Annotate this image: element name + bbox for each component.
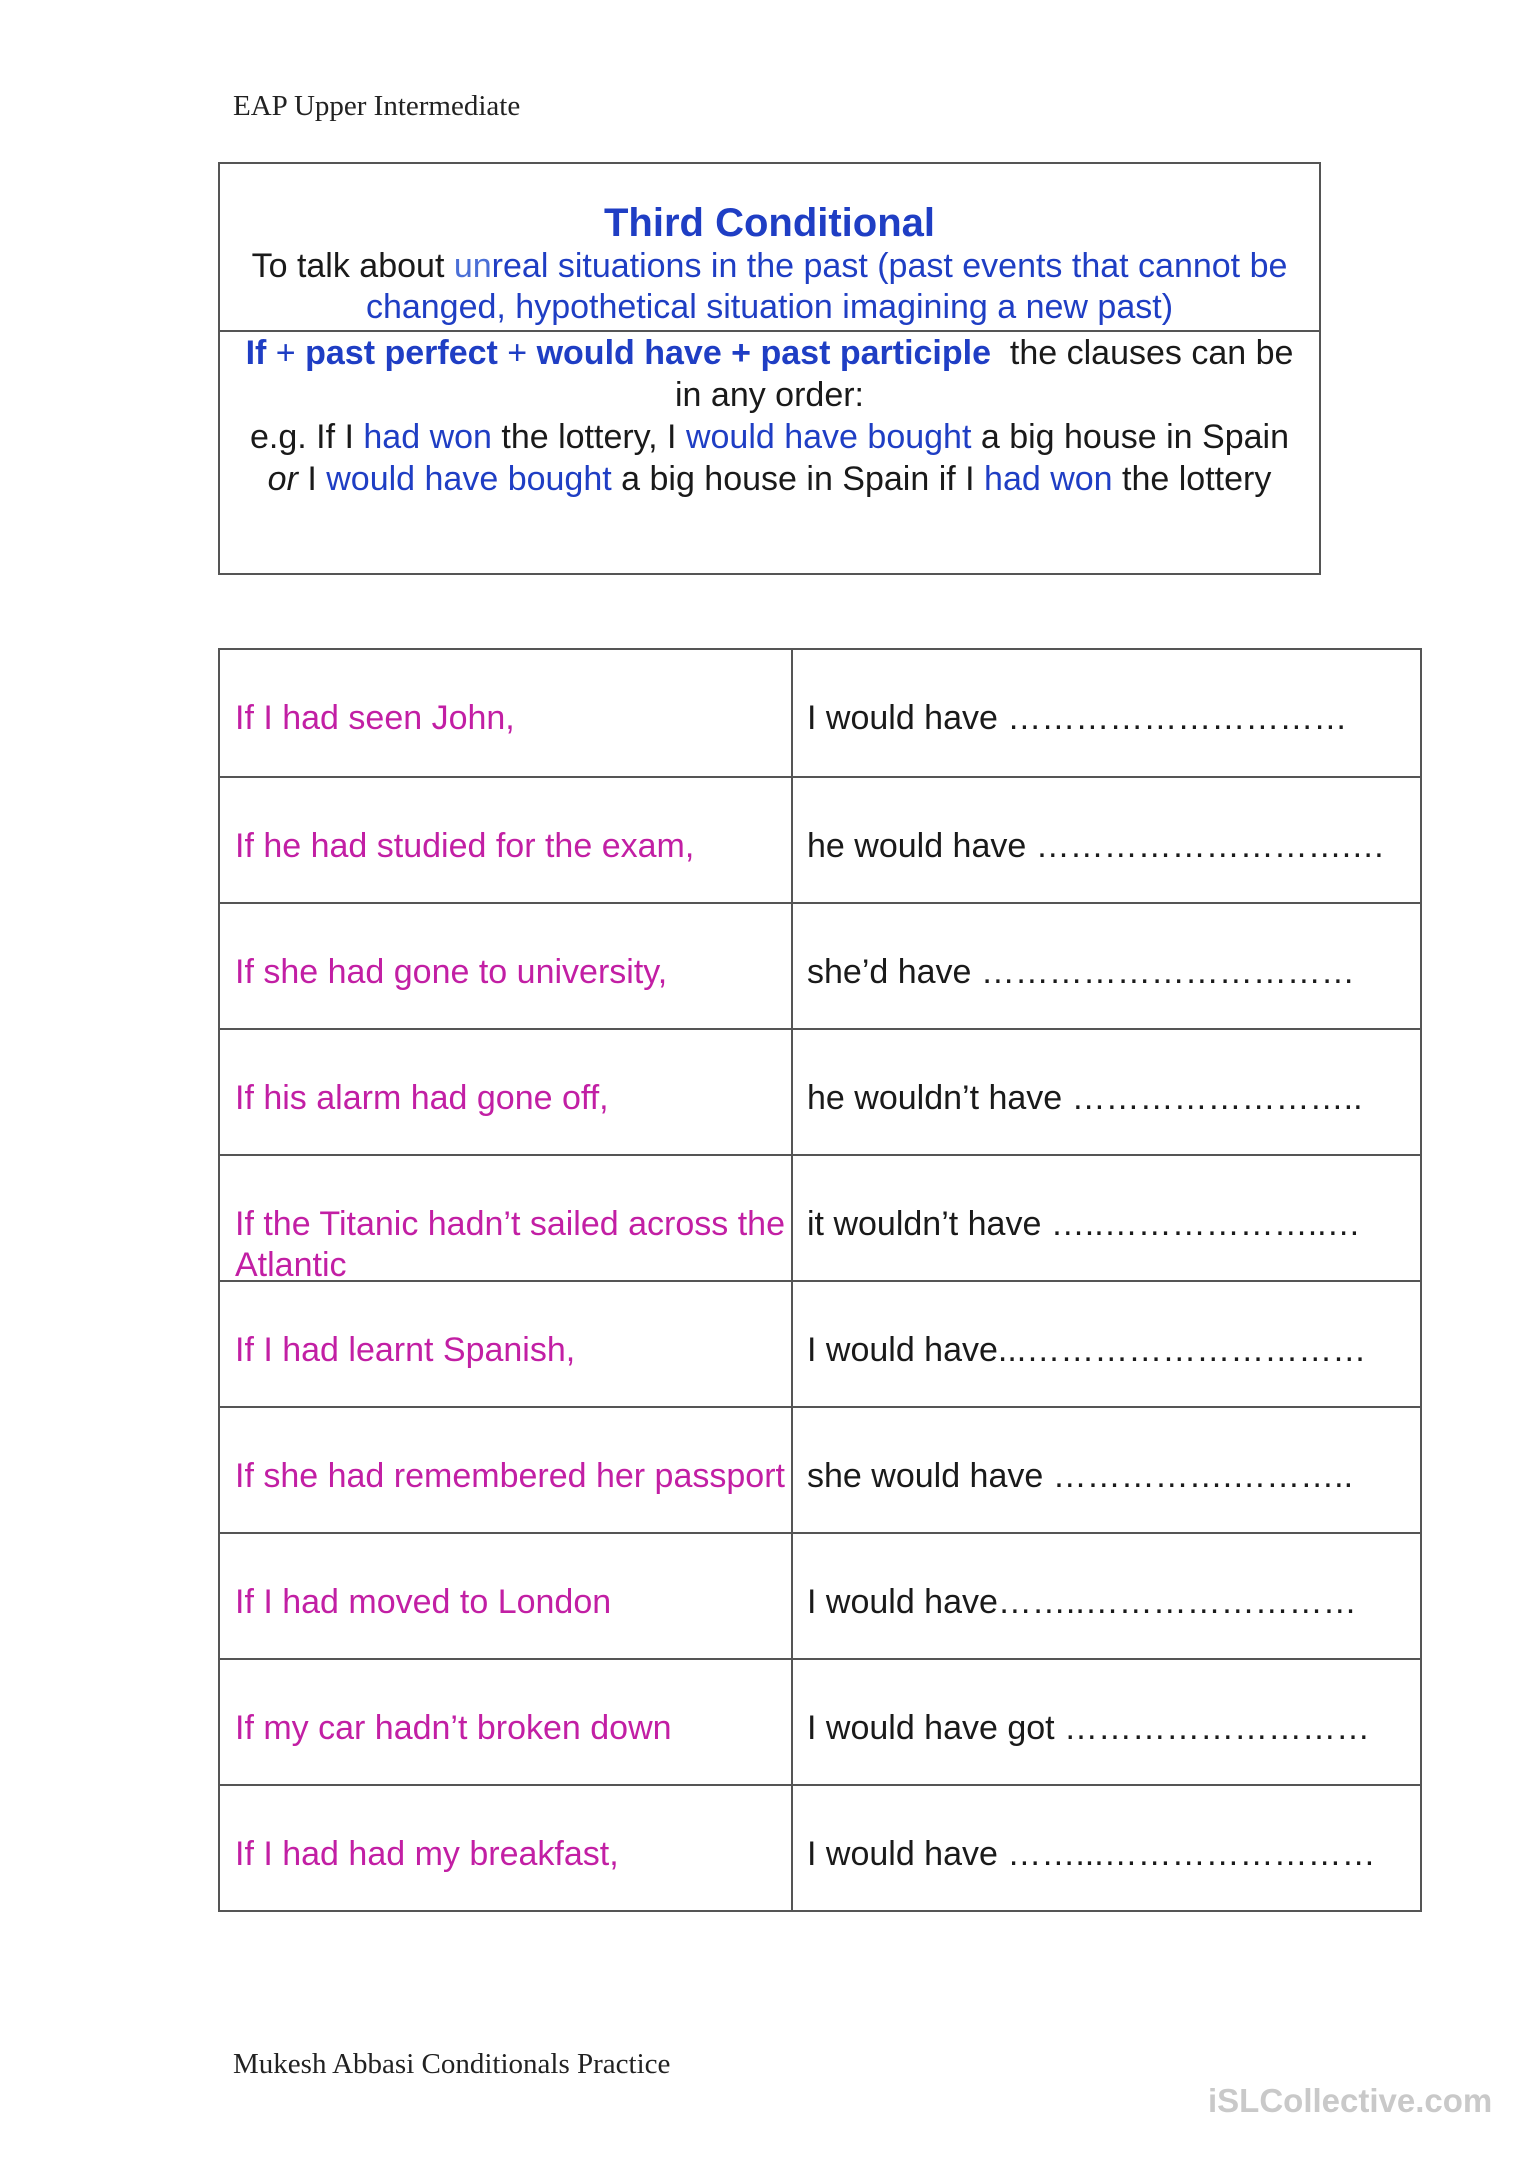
table-row <box>220 1028 1420 1154</box>
example-text: e.g. If I <box>250 418 364 456</box>
rule-box <box>218 162 1321 575</box>
if-clause: If I had moved to London <box>220 1534 793 1658</box>
if-clause: If his alarm had gone off, <box>220 1030 793 1154</box>
table-row <box>220 650 1420 776</box>
rule-formula-examples <box>220 332 1319 500</box>
result-clause: it wouldn’t have …..………………..… <box>807 1205 1361 1243</box>
desc-prefix: To talk about <box>251 247 454 285</box>
result-clause: I would have...………………………… <box>807 1331 1367 1369</box>
desc-highlight-rest: real situations in the past (past events that cannot be changed, hypothetical situation imagining a new past) <box>365 247 1288 326</box>
page-header: EAP Upper Intermediate <box>233 90 521 122</box>
if-clause: If the Titanic hadn’t sailed across the Atlantic <box>220 1156 793 1280</box>
example-2 <box>232 458 1307 500</box>
if-clause: If I had learnt Spanish, <box>220 1282 793 1406</box>
formula-past-perfect: past perfect <box>305 334 498 372</box>
table-row <box>220 902 1420 1028</box>
table-row <box>220 1154 1420 1284</box>
result-clause: I would have ………………………… <box>807 699 1348 737</box>
formula-past-participle: past participle <box>760 334 991 372</box>
example-highlight: had won <box>984 460 1113 498</box>
example-highlight: had won <box>363 418 492 456</box>
result-clause: she’d have …………………………… <box>807 953 1355 991</box>
rule-title: Third Conditional <box>603 201 936 245</box>
formula-plus: + <box>497 334 537 372</box>
if-clause: If I had had my breakfast, <box>220 1786 793 1910</box>
table-row <box>220 1532 1420 1658</box>
desc-highlight-un: un <box>453 247 492 285</box>
rule-formula <box>232 332 1307 416</box>
formula-if: If <box>245 334 267 372</box>
example-highlight: would have bought <box>326 460 612 498</box>
table-row <box>220 1406 1420 1532</box>
formula-plus: + <box>266 334 306 372</box>
if-clause: If she had remembered her passport <box>220 1408 793 1532</box>
result-clause: I would have ……...…………………… <box>807 1835 1376 1873</box>
rule-description <box>220 246 1319 328</box>
rule-explanation <box>220 164 1319 332</box>
if-clause: If she had gone to university, <box>220 904 793 1028</box>
formula-note: the clauses can be in any order: <box>675 334 1303 414</box>
example-text: a big house in Spain <box>971 418 1289 456</box>
table-row <box>220 1784 1420 1910</box>
if-clause: If I had seen John, <box>220 650 793 776</box>
formula-plus: + <box>721 334 761 372</box>
example-1 <box>232 416 1307 458</box>
if-clause: If he had studied for the exam, <box>220 778 793 902</box>
example-text: the lottery, I <box>491 418 686 456</box>
result-clause: he wouldn’t have …………………….. <box>807 1079 1363 1117</box>
example-highlight: would have bought <box>685 418 972 456</box>
result-clause: she would have …………….……….. <box>807 1457 1354 1495</box>
result-clause: he would have ……………………….… <box>807 827 1386 865</box>
table-row <box>220 1280 1420 1406</box>
formula-would-have: would have <box>536 334 722 372</box>
table-row <box>220 776 1420 902</box>
table-row <box>220 1658 1420 1784</box>
watermark-logo: iSLCollective.com <box>1208 2082 1493 2119</box>
example-or: or <box>267 460 298 498</box>
example-text: I <box>297 460 327 498</box>
page-footer: Mukesh Abbasi Conditionals Practice <box>233 2048 671 2080</box>
example-text: the lottery <box>1112 460 1272 498</box>
example-text: a big house in Spain if I <box>611 460 985 498</box>
if-clause: If my car hadn’t broken down <box>220 1660 793 1784</box>
result-clause: I would have……..…………………… <box>807 1583 1357 1621</box>
result-clause: I would have got ……………………… <box>807 1709 1371 1747</box>
practice-table <box>218 648 1422 1912</box>
